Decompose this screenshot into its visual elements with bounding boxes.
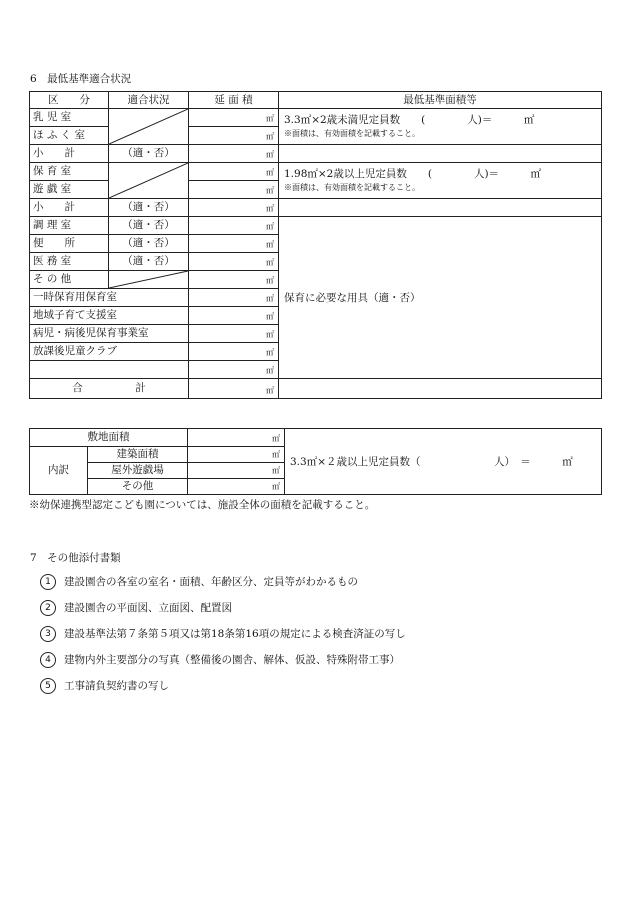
requirement-under-2-formula: 3.3㎡×2歳未満児定員数 ( 人)＝ ㎡ [284,113,535,126]
site-area-label: 敷地面積 [30,429,188,447]
compliance-na-cell [109,109,189,145]
row-label-subtotal-2: 小 計 [30,199,109,217]
area-input-other[interactable]: ㎡ [189,271,279,289]
section-6-title: 6 最低基準適合状況 [30,73,132,85]
row-label-subtotal-1: 小 計 [30,145,109,163]
circled-number-2: 2 [40,600,56,616]
circled-number-3: 3 [40,626,56,642]
attachment-item [40,678,169,694]
row-label-crawling-room: ほ ふ く 室 [30,127,109,145]
attachment-item [40,600,232,616]
row-label-toilet: 便 所 [30,235,109,253]
requirement-note: ※面積は、有効面積を記載すること。 [284,182,420,192]
area-input-blank[interactable]: ㎡ [189,361,279,379]
row-label-play-room: 遊 戯 室 [30,181,109,199]
row-label-community-support: 地域子育て支援室 [30,307,189,325]
table-row [30,145,602,163]
area-input-medical-room[interactable]: ㎡ [189,253,279,271]
diagonal-line [109,109,188,144]
site-area-table [29,428,602,495]
circled-number-4: 4 [40,652,56,668]
attachment-item [40,626,406,642]
row-label-other: そ の 他 [30,271,109,289]
requirement-under-2 [279,109,602,145]
table-row [30,379,602,399]
area-input-sick-child-care[interactable]: ㎡ [189,325,279,343]
requirement-equipment-text: 保育に必要な用具（適・否） [284,291,421,304]
building-area-label: 建築面積 [88,447,188,463]
row-label-blank[interactable] [30,361,189,379]
row-label-total: 合 計 [30,379,189,399]
requirement-note: ※面積は、有効面積を記載すること。 [284,128,420,138]
row-label-infant-room: 乳 児 室 [30,109,109,127]
requirement-over-2-formula: 1.98㎡×2歳以上児定員数 ( 人)＝ ㎡ [284,167,542,180]
compliance-subtotal-1[interactable]: （適・否） [109,145,189,163]
table-header-row [30,92,602,109]
row-label-nursery-room: 保 育 室 [30,163,109,181]
compliance-na-cell [109,271,189,289]
circled-number-5: 5 [40,678,56,694]
area-input-temporary-care[interactable]: ㎡ [189,289,279,307]
requirement-equipment [279,217,602,379]
attachment-item [40,574,358,590]
area-input-total[interactable]: ㎡ [189,379,279,399]
area-input-community-support[interactable]: ㎡ [189,307,279,325]
row-label-after-school-club: 放課後児童クラブ [30,343,189,361]
circled-number-1: 1 [40,574,56,590]
site-requirement [285,429,602,495]
table-row [30,109,602,127]
attachment-text: 工事請負契約書の写し [64,680,169,692]
site-requirement-formula: 3.3㎡×２歳以上児定員数（ 人） ＝ ㎡ [290,455,573,468]
area-input-subtotal-1[interactable]: ㎡ [189,145,279,163]
empty-cell [279,199,602,217]
building-area-input[interactable]: ㎡ [188,447,285,463]
section-7-title: 7 その他添付書類 [30,552,121,564]
compliance-kitchen[interactable]: （適・否） [109,217,189,235]
header-category: 区 分 [30,92,109,109]
header-compliance: 適合状況 [109,92,189,109]
area-input-nursery-room[interactable]: ㎡ [189,163,279,181]
area-input-subtotal-2[interactable]: ㎡ [189,199,279,217]
compliance-medical-room[interactable]: （適・否） [109,253,189,271]
table-row [30,163,602,181]
compliance-subtotal-2[interactable]: （適・否） [109,199,189,217]
row-label-sick-child-care: 病児・病後児保育事業室 [30,325,189,343]
other-area-input[interactable]: ㎡ [188,479,285,495]
attachment-text: 建設基準法第７条第５項又は第18条第16項の規定による検査済証の写し [64,628,406,640]
header-floor-area: 延 面 積 [189,92,279,109]
playground-input[interactable]: ㎡ [188,463,285,479]
header-minimum-area: 最低基準面積等 [279,92,602,109]
site-area-input[interactable]: ㎡ [188,429,285,447]
area-input-play-room[interactable]: ㎡ [189,181,279,199]
attachment-text: 建設園舎の平面図、立面図、配置図 [64,602,232,614]
attachment-text: 建物内外主要部分の写真（整備後の園舎、解体、仮設、特殊附帯工事） [64,654,400,666]
table-row [30,199,602,217]
minimum-standard-table [29,91,602,399]
area-input-crawling-room[interactable]: ㎡ [189,127,279,145]
compliance-toilet[interactable]: （適・否） [109,235,189,253]
table-row [30,217,602,235]
kindergarten-note: ※幼保連携型認定こども園については、施設全体の面積を記載すること。 [29,499,376,511]
row-label-temporary-care: 一時保育用保育室 [30,289,189,307]
row-label-kitchen: 調 理 室 [30,217,109,235]
breakdown-label: 内訳 [30,447,88,495]
area-input-kitchen[interactable]: ㎡ [189,217,279,235]
compliance-na-cell [109,163,189,199]
table-row [30,429,602,447]
empty-cell [279,379,602,399]
row-label-medical-room: 医 務 室 [30,253,109,271]
area-input-toilet[interactable]: ㎡ [189,235,279,253]
requirement-over-2 [279,163,602,199]
diagonal-line [109,163,188,198]
playground-label: 屋外遊戯場 [88,463,188,479]
diagonal-line [109,271,188,288]
area-input-after-school-club[interactable]: ㎡ [189,343,279,361]
other-area-label: その他 [88,479,188,495]
attachment-item [40,652,400,668]
attachment-text: 建設園舎の各室の室名・面積、年齢区分、定員等がわかるもの [64,576,358,588]
area-input-infant-room[interactable]: ㎡ [189,109,279,127]
empty-cell [279,145,602,163]
